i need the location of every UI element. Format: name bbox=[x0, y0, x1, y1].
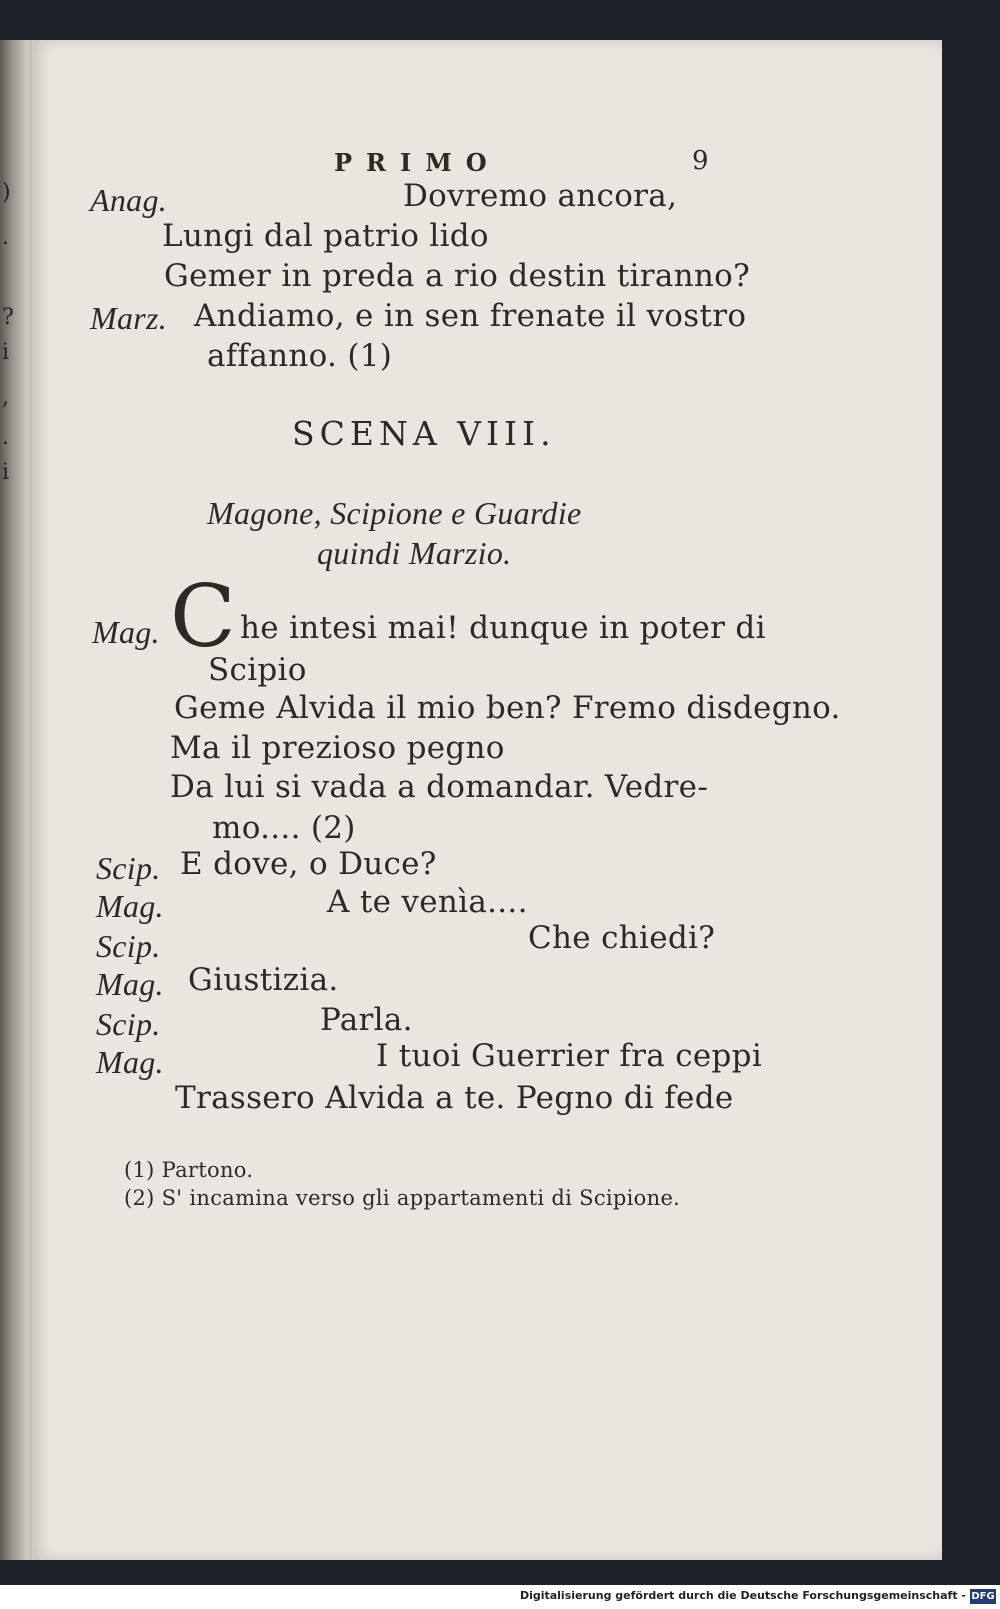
verse-line: Ma il prezioso pegno bbox=[170, 730, 505, 766]
cast-list: Magone, Scipione e Guardie bbox=[207, 495, 582, 531]
digitization-footer bbox=[0, 1585, 1000, 1609]
scene-heading: SCENA VIII. bbox=[292, 414, 556, 453]
verse-line: I tuoi Guerrier fra ceppi bbox=[376, 1038, 763, 1074]
speaker-label: Scip. bbox=[96, 850, 161, 886]
footnote: (2) S' incamina verso gli appartamenti di Scipione. bbox=[124, 1186, 681, 1210]
verse-line: Parla. bbox=[320, 1002, 413, 1038]
speaker-label: Scip. bbox=[96, 928, 161, 964]
verse-line: Dovremo ancora, bbox=[403, 178, 678, 214]
verse-line: he intesi mai! dunque in poter di bbox=[240, 610, 766, 646]
verse-line: Trassero Alvida a te. Pegno di fede bbox=[175, 1080, 734, 1116]
footer-credit: Digitalisierung gefördert durch die Deutsche Forschungsgemeinschaft - bbox=[519, 1589, 966, 1602]
previous-page-edge: ) . ? i , . i bbox=[0, 40, 34, 1560]
speaker-label: Mag. bbox=[96, 1044, 164, 1080]
verse-line: Gemer in preda a rio destin tiranno? bbox=[164, 258, 751, 294]
dfg-logo-icon: DFG bbox=[971, 1591, 995, 1602]
verse-line: Andiamo, e in sen frenate il vostro bbox=[194, 298, 747, 334]
verse-line: affanno. (1) bbox=[207, 338, 393, 374]
running-title: PRIMO bbox=[334, 148, 501, 177]
speaker-label: Anag. bbox=[90, 182, 168, 218]
verse-line: E dove, o Duce? bbox=[180, 846, 437, 882]
cast-list: quindi Marzio. bbox=[317, 535, 512, 571]
verse-line: Scipio bbox=[208, 652, 307, 688]
speaker-label: Marz. bbox=[90, 300, 168, 336]
footnote: (1) Partono. bbox=[124, 1158, 254, 1182]
verse-line: Che chiedi? bbox=[528, 920, 716, 956]
verse-line: A te venìa.... bbox=[327, 884, 528, 920]
speaker-label: Mag. bbox=[96, 888, 164, 924]
speaker-label: Scip. bbox=[96, 1006, 161, 1042]
speaker-label: Mag. bbox=[96, 966, 164, 1002]
page-number: 9 bbox=[692, 146, 709, 176]
verse-line: mo.... (2) bbox=[212, 810, 356, 846]
verse-line: Geme Alvida il mio ben? Fremo disdegno. bbox=[174, 690, 841, 726]
drop-cap: C bbox=[170, 567, 237, 667]
speaker-label: Mag. bbox=[92, 614, 160, 650]
book-page bbox=[32, 40, 942, 1560]
verse-line: Giustizia. bbox=[188, 962, 339, 998]
verse-line: Lungi dal patrio lido bbox=[162, 218, 489, 254]
verse-line: Da lui si vada a domandar. Vedre- bbox=[170, 769, 709, 805]
